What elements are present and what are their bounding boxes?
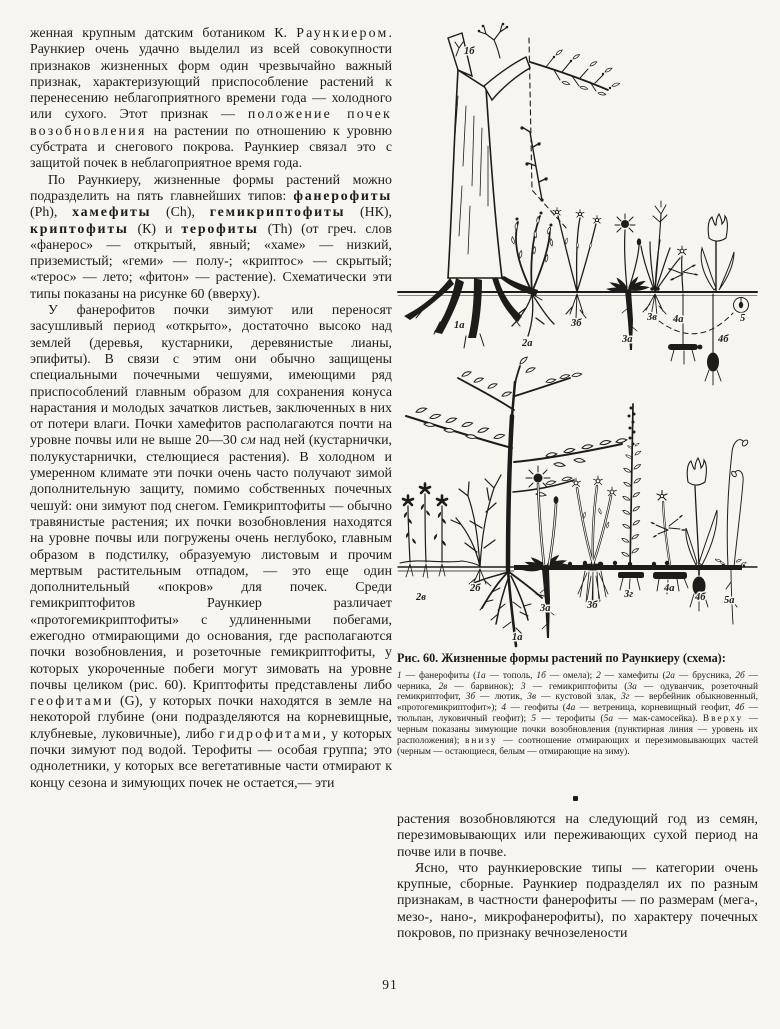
- figure-60-illustration: [396, 16, 760, 648]
- top-panel-drawing: [398, 23, 757, 385]
- figure-label: 1а: [454, 320, 465, 331]
- figure-label: 2а: [522, 338, 533, 349]
- figure-label: 3в: [647, 312, 657, 323]
- page-number: 91: [382, 977, 398, 992]
- buttercup-plant-icon: [553, 208, 601, 318]
- anemone-bottom-icon: [650, 491, 688, 595]
- paragraph: У фанерофитов почки зимуют или переносят засушливый период «открыто», достаточно высоко над землей (деревья, кустарники, деревянистые лианы, эпифиты). В связи с этим они обычно защищены специальными почечными чешуями, имеющими ряд приспособлений главным образом для сохранения конуса нарастания и молодых зачатков листьев, заключенных в них от потери влаги. Почки хамефитов располагаются почти на уровне почвы или не выше 20—30 см над ней (кустарнички, полукустарнички, стелющиеся растения). В холодном и умеренном климате эти почки очень часто получают зимой дополнительную защиту, помимо собственных почечных чешуй: они зимуют под снегом. Гемикриптофиты — обычно травянистые растения; их почки возобновления находятся на уровне почвы или погружены очень неглубоко, главным образом в подстилку, образуемую листовым и прочим мертвым растительным отпадом, — это еще один дополнительный «покров» для почек. Среди гемикриптофитов Раункиер различает «протогемикриптофиты» с удлиненными побегами, ежегодно отмирающими до основания, где располагаются почки возобновления, и розеточные гемикриптофиты, у которых укороченные побеги могут зимовать на уровне почвы целиком (рис. 60). Криптофиты представлены либо геофитами (G), у которых почки находятся в земле на некоторой глубине (они подразделяются на корневищные, клубневые, луковичные), либо гидрофитами, у которых почки зимуют под водой. Терофиты — особая группа; это однолетники, у которых все вегетативные части отмирают к концу сезона и зимующих почек не остается,— эти: [30, 303, 392, 791]
- left-text-column: [30, 26, 392, 792]
- tulip-bulb-icon: [701, 214, 734, 385]
- figure-label: 2в: [416, 592, 426, 603]
- right-text-column: [397, 812, 758, 942]
- paragraph: По Раункиеру, жизненные формы растений можно подразделить на пять главнейших типов: фанерофиты (Ph), хамефиты (Ch), гемикриптофиты (НК), криптофиты (К) и терофиты (Th) (от греч. слов «фанерос» — открытый, явный; «хаме» — низкий, приземистый; «геми» — полу-; «криптос» — скрытый; «терос» — лето; «фитон» — растение). Схематически эти типы показаны на рисунке 60 (вверху).: [30, 172, 392, 302]
- figure-label: 1б: [464, 46, 475, 57]
- leafy-twig-icon: [530, 49, 620, 96]
- grass-tussock-icon: [641, 201, 680, 316]
- figure-label: 3а: [622, 334, 633, 345]
- buttercup-fibrous-icon: [572, 476, 617, 605]
- figure-label: 2б: [470, 583, 481, 594]
- bottom-panel-drawing: [398, 356, 757, 646]
- figure-label: 3а: [540, 603, 551, 614]
- anemone-rhizome-icon: [667, 246, 702, 364]
- figure-label: 3б: [571, 318, 582, 329]
- figure-label: 3б: [587, 600, 598, 611]
- dandelion-icon: [606, 214, 650, 350]
- figure-label: 5: [740, 313, 746, 324]
- figure-caption-body: 1 — фанерофиты (1а — тополь, 1б — омела); 2 — хамефиты (2а — брусника, 2б — черника, 2в — барвинок); 3 — гемикриптофиты (3а — одуванчик, розеточный гемикриптофит, 3б — лютик, 3в — кустовой злак, 3г — вербейник обыкновенный, «протогемикриптофит»); 4 — геофиты (4а — ветреница, корневищный геофит, 4б — тюльпан, луковичный геофит); 5 — терофиты (5а — мак-самосейка). Вверху — черным показаны зимующие почки возобновления (пунктирная линия — уровень их расположения); внизу — соотношение отмирающих и перезимовывающих частей (черным — остающиеся, белым — отмирающие на зиму).: [397, 670, 759, 757]
- figure-caption: [397, 651, 758, 758]
- phanerophyte-tree-icon: [404, 33, 542, 348]
- separator-mark: [573, 796, 578, 801]
- figure-caption-title: Рис. 60. Жизненные формы растений по Раункиеру (схема):: [397, 651, 726, 665]
- tulip-bottom-icon: [686, 458, 717, 611]
- figure-label: 4а: [664, 583, 675, 594]
- figure-label: 3г: [624, 589, 634, 600]
- figure-label: 5а: [724, 595, 735, 606]
- paragraph: растения возобновляются на следующий год из семян, перезимовывающих или переживающих сухой период на почве или в почве.: [397, 812, 758, 860]
- winter-bud-shoot-icon: [520, 126, 547, 201]
- figure-label: 4а: [673, 314, 684, 325]
- figure-label: 4б: [695, 592, 706, 603]
- figure-label: 1а: [512, 632, 523, 643]
- paragraph: женная крупным датским ботаником К. Раункиером. Раункиер очень удачно выделил из всей совокупности признаков жизненных форм один чрезвычайно важный признак, характеризующий приспособление растений к перенесению неблагоприятного времени года — холодного или сухого. Этот признак — положение почек возобновления на растении по отношению к уровню субстрата и снегового покрова. Раункиер связал это с защитой почек в неблагоприятное время года.: [30, 26, 392, 172]
- figure-label: 4б: [718, 334, 729, 345]
- bud-level-dashed-line: [529, 38, 568, 230]
- paragraph: Ясно, что раункиеровские типы — категории очень крупные, сборные. Раункиер подразделял их по разным признакам, в частности фанерофиты — по размерам (мега-, мезо-, нано-, микрофанерофиты), по характеру почечных покровов, по признаку вечнозелености: [397, 860, 758, 942]
